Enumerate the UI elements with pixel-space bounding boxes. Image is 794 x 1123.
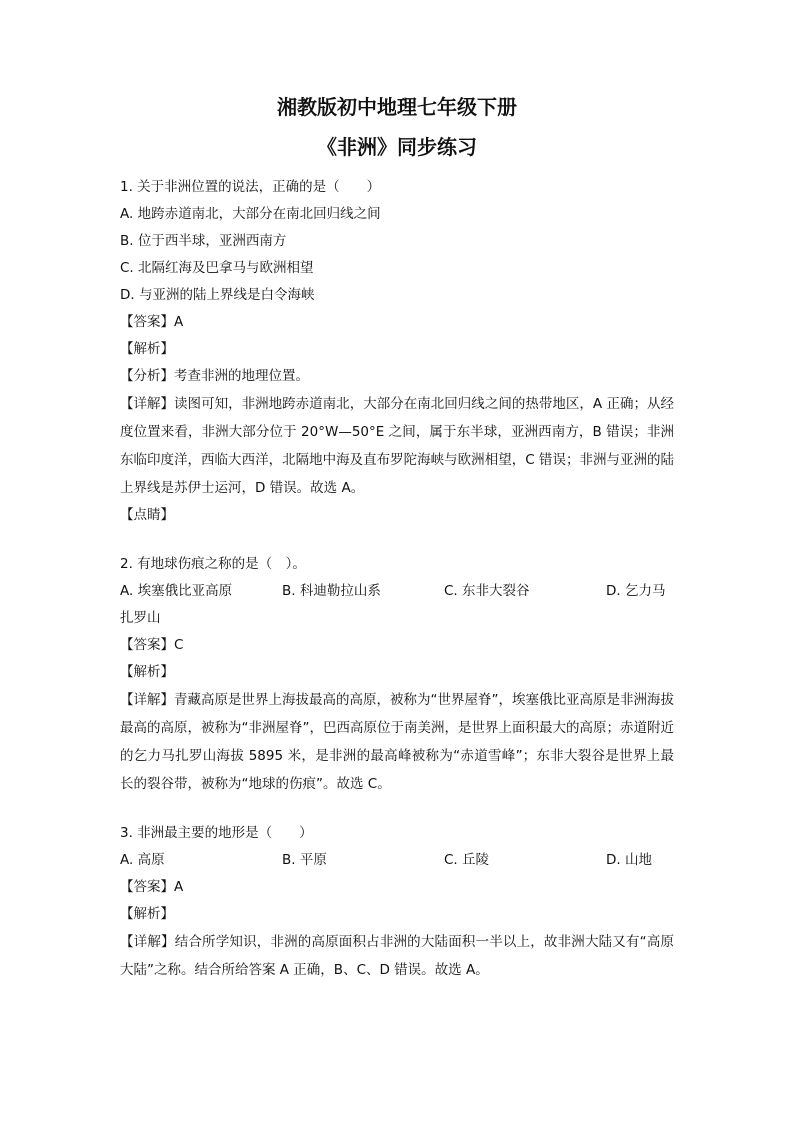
- question-1-option-b: B. 位于西半球，亚洲西南方: [120, 233, 287, 249]
- question-3-answer: 【答案】A: [120, 879, 184, 895]
- question-1-analysis-label: 【解析】: [120, 341, 174, 357]
- question-2-option-b: B. 科迪勒拉山系: [282, 583, 381, 599]
- question-2-option-a: A. 埃塞俄比亚高原: [120, 583, 233, 599]
- question-3-option-a: A. 高原: [120, 852, 165, 868]
- question-1: [120, 174, 674, 529]
- document-title: 湘教版初中地理七年级下册: [277, 95, 517, 119]
- question-1-answer: 【答案】A: [120, 314, 184, 330]
- question-3-stem: 3. 非洲最主要的地形是（ ）: [120, 825, 313, 841]
- question-3-detail: 【详解】结合所学知识，非洲的高原面积占非洲的大陆面积一半以上，故非洲大陆又有“高原大陆”之称。结合所给答案 A 正确，B、C、D 错误。故选 A。: [120, 934, 674, 978]
- question-1-detail: 【详解】读图可知，非洲地跨赤道南北，大部分在南北回归线之间的热带地区，A 正确；从经度位置来看，非洲大部分位于 20°W—50°E 之间，属于东半球，亚洲西南方，B 错误；非洲东临印度洋，西临大西洋，北隔地中海及直布罗陀海峡与欧洲相望，C 错误；非洲与亚洲的陆上界线是苏伊士运河，D 错误。故选 A。: [120, 396, 674, 496]
- question-3: [120, 820, 674, 984]
- question-3-option-d: D. 山地: [606, 852, 652, 868]
- question-2-option-d-continued: 扎罗山: [120, 610, 161, 626]
- question-3-option-c: C. 丘陵: [444, 852, 490, 868]
- question-2-option-c: C. 东非大裂谷: [444, 583, 530, 599]
- question-2-stem: 2. 有地球伤痕之称的是（ ）。: [120, 556, 306, 572]
- question-2-answer: 【答案】C: [120, 637, 184, 653]
- question-1-stem: 1. 关于非洲位置的说法，正确的是（ ）: [120, 179, 381, 195]
- question-2-options: [120, 578, 674, 605]
- question-2: [120, 551, 674, 798]
- question-2-detail: 【详解】青藏高原是世界上海拔最高的高原，被称为“世界屋脊”，埃塞俄比亚高原是非洲海拔最高的高原，被称为“非洲屋脊”，巴西高原位于南美洲，是世界上面积最大的高原；赤道附近的乞力马扎罗山海拔 5895 米，是非洲的最高峰被称为“赤道雪峰”；东非大裂谷是世界上最长的裂谷带，被称为“地球的伤痕”。故选 C。: [120, 692, 674, 792]
- question-1-option-a: A. 地跨赤道南北，大部分在南北回归线之间: [120, 206, 381, 222]
- question-1-fenxi: 【分析】考查非洲的地理位置。: [120, 368, 309, 384]
- question-1-option-c: C. 北隔红海及巴拿马与欧洲相望: [120, 260, 314, 276]
- question-3-option-b: B. 平原: [282, 852, 327, 868]
- question-1-dianjing: 【点睛】: [120, 507, 174, 523]
- question-3-options: [120, 847, 674, 874]
- spacer: [120, 529, 674, 551]
- question-2-analysis-label: 【解析】: [120, 664, 174, 680]
- spacer: [120, 798, 674, 820]
- question-3-analysis-label: 【解析】: [120, 906, 174, 922]
- question-1-option-d: D. 与亚洲的陆上界线是白令海峡: [120, 287, 315, 303]
- question-2-option-d: D. 乞力马: [606, 583, 666, 599]
- document-subtitle: 《非洲》同步练习: [317, 135, 477, 159]
